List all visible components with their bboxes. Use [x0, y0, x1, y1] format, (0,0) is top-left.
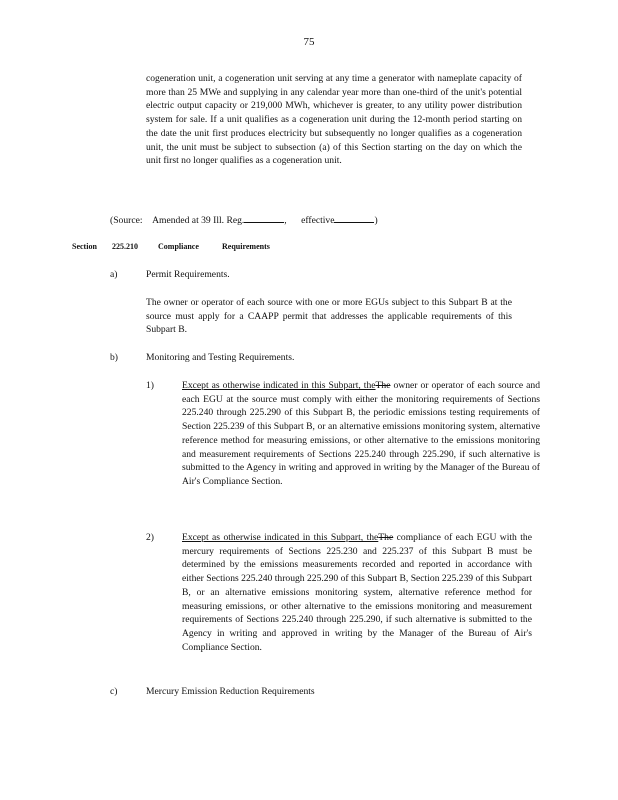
item-1-deleted-text: The: [375, 380, 391, 391]
item-1-inserted-text: Except as otherwise indicated in this Subpart, the: [182, 380, 376, 391]
source-effective: effective: [301, 215, 335, 226]
subsection-c-title: Mercury Emission Reduction Requirements: [146, 686, 315, 697]
subsection-a-letter: a): [110, 269, 118, 280]
section-title-compliance: Compliance: [158, 242, 199, 251]
register-blank: [244, 212, 284, 223]
section-number: 225.210: [112, 242, 138, 251]
subsection-a-paragraph: The owner or operator of each source with one or more EGUs subject to this Subpart B at the source must apply for a CAAPP permit that addresses the applicable requirements of this Subpart B.: [146, 297, 512, 336]
item-1-number: 1): [146, 380, 154, 391]
section-heading: [72, 241, 270, 253]
source-amended: Amended at 39 Ill. Reg.: [152, 215, 245, 226]
effective-date-blank: [334, 212, 374, 223]
subsection-b-letter: b): [110, 352, 118, 363]
intro-paragraph: cogeneration unit, a cogeneration unit serving at any time a generator with nameplate capacity of more than 25 MWe and supplying in any calendar year more than one-third of the unit's potential electric output capacity or 219,000 MWh, whichever is greater, to any utility power distribution system for sale. If a unit qualifies as a cogeneration unit during the 12-month period starting on the date the unit first produces electricity but subsequently no longer qualifies as a cogeneration unit, the unit must be subject to subsection (a) of this Section starting on the day on which the unit first no longer qualifies as a cogeneration unit.: [146, 73, 522, 167]
item-2-deleted-text: The: [378, 532, 394, 543]
page-number: 75: [303, 36, 315, 48]
item-2-body: compliance of each EGU with the mercury requirements of Sections 225.230 and 225.237 of this Subpart B must be determined by the emissions measurements recorded and reported in accordance with either Sections 225.240 through 225.290 of this Subpart B, Section 225.239 of this Subpart B, or an alternative emissions monitoring system, alternative reference method for measuring emissions, or other alternative to the emissions monitoring and measurement requirements of Sections 225.240 through 225.290, if such alternative is submitted to the Agency in writing and approved in writing by the Manager of the Bureau of Air's Compliance Section.: [182, 532, 532, 653]
section-title-requirements: Requirements: [222, 242, 270, 251]
item-1-paragraph: [182, 379, 540, 489]
subsection-c-letter: c): [110, 686, 118, 697]
item-1-body: owner or operator of each source and each EGU at the source must comply with either the monitoring requirements of Sections 225.240 through 225.290 of this Subpart B, the periodic emissions testing requirements of Section 225.239 of this Subpart B, or an alternative emissions monitoring system, alternative reference method for measuring emissions, or other alternative to the emissions monitoring and measurement requirements of Sections 225.240 through 225.290, if such alternative is submitted to the Agency in writing and approved in writing by the Manager of the Bureau of Air's Compliance Section.: [182, 380, 540, 487]
item-2-number: 2): [146, 532, 154, 543]
subsection-b-title: Monitoring and Testing Requirements.: [146, 352, 295, 363]
source-suffix: ): [374, 215, 378, 226]
source-note: (Source: Amended at 39 Ill. Reg. , effective ): [110, 212, 530, 228]
item-2-inserted-text: Except as otherwise indicated in this Subpart, the: [182, 532, 379, 543]
section-label: Section: [72, 242, 97, 251]
item-2-paragraph: [182, 531, 532, 654]
subsection-a-title: Permit Requirements.: [146, 269, 230, 280]
source-prefix: (Source:: [110, 215, 143, 226]
